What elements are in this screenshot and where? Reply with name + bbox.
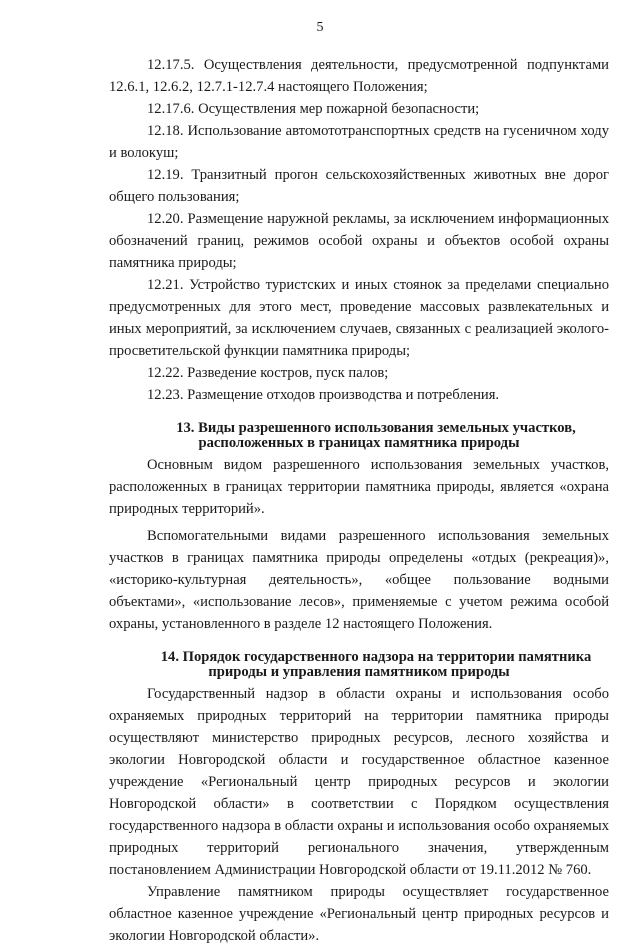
section-13-title-line2: расположенных в границах памятника природы (198, 435, 520, 451)
list-item: 12.17.5. Осуществления деятельности, предусмотренной подпунктами 12.6.1, 12.6.2, 12.7.1-12.7.4 настоящего Положения; (109, 57, 609, 95)
section-14-paragraph: Государственный надзор в области охраны и использования особо охраняемых природных территорий на территории памятника природы осуществляют министерство природных ресурсов, лесного хозяйства и экологии Новгородской области и государственное областное казенное учреждение «Региональный центр природных ресурсов и экологии Новгородской области» в соответствии с Порядком осуществления государственного надзора в области охраны и использования особо охраняемых природных территорий регионального значения, утвержденным постановлением Администрации Новгородской области от 19.11.2012 № 760. (109, 686, 609, 878)
section-14-title-line2: природы и управления памятником природы (208, 664, 510, 680)
section-14-title-line1: 14. Порядок государственного надзора на территории памятника (160, 649, 592, 665)
list-item: 12.19. Транзитный прогон сельскохозяйственных животных вне дорог общего пользования; (109, 167, 609, 205)
section-13-heading (109, 421, 609, 451)
list-item: 12.20. Размещение наружной рекламы, за исключением информационных обозначений границ, режимов особой охраны и объектов особой охраны памятника природы; (109, 211, 609, 271)
document-body (109, 54, 609, 947)
list-item: 12.18. Использование автомототранспортных средств на гусеничном ходу и волокуш; (109, 123, 609, 161)
section-13-title-line1: 13. Виды разрешенного использования земельных участков, (176, 420, 576, 436)
section-13-paragraph: Основным видом разрешенного использования земельных участков, расположенных в границах территории памятника природы, является «охрана природных территорий». (109, 457, 609, 517)
list-item: 12.23. Размещение отходов производства и потребления. (147, 387, 500, 403)
page-number: 5 (316, 20, 324, 35)
list-item: 12.21. Устройство туристских и иных стоянок за пределами специально предусмотренных для этого мест, проведение массовых развлекательных и иных мероприятий, за исключением случаев, связанных с реализацией эколого-просветительской функции памятника природы; (109, 277, 609, 359)
section-13-paragraph: Вспомогательными видами разрешенного использования земельных участков в границах памятника природы определены «отдых (рекреация)», «историко-культурная деятельность», «общее пользование водными объектами», «использование лесов», применяемые с учетом режима особой охраны, установленного в разделе 12 настоящего Положения. (109, 528, 609, 632)
list-item: 12.17.6. Осуществления мер пожарной безопасности; (147, 101, 480, 117)
list-item: 12.22. Разведение костров, пуск палов; (147, 365, 389, 381)
section-14-heading (109, 650, 609, 680)
section-14-paragraph: Управление памятником природы осуществляет государственное областное казенное учреждение «Региональный центр природных ресурсов и экологии Новгородской области». (109, 884, 609, 944)
